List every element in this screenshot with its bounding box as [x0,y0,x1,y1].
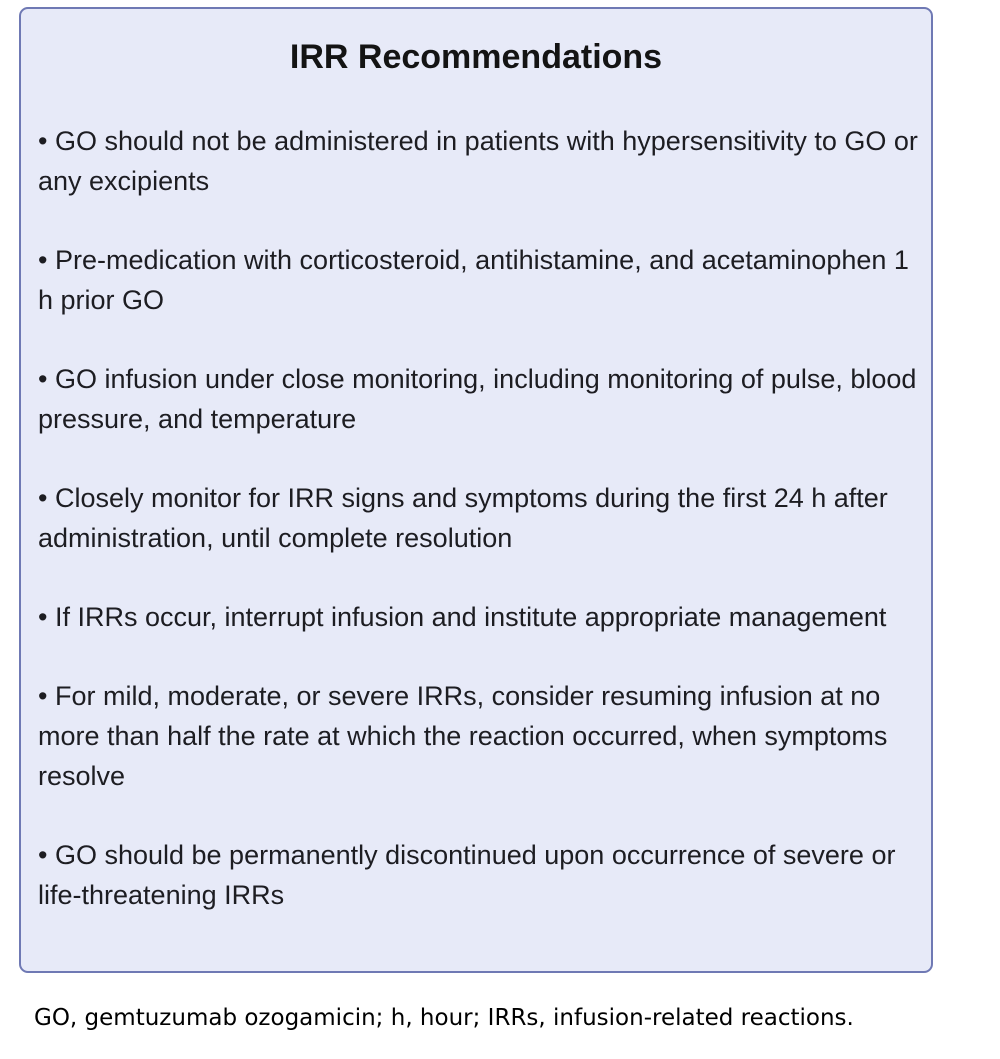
recommendation-item: • GO should not be administered in patients with hypersensitivity to GO or any excipients [38,126,918,196]
recommendation-item: • For mild, moderate, or severe IRRs, consider resuming infusion at no more than half the rate at which the reaction occurred, when symptoms resolve [38,681,888,791]
panel-title: IRR Recommendations [289,38,663,76]
recommendation-item: • If IRRs occur, interrupt infusion and institute appropriate management [38,602,887,632]
recommendation-item: • GO should be permanently discontinued upon occurrence of severe or life-threatening IRRs [38,840,896,910]
recommendations-panel [19,7,933,973]
recommendation-item: • Pre-medication with corticosteroid, antihistamine, and acetaminophen 1 h prior GO [38,245,909,315]
recommendation-item: • Closely monitor for IRR signs and symptoms during the first 24 h after administration, until complete resolution [38,483,888,553]
abbreviations-footnote: GO, gemtuzumab ozogamicin; h, hour; IRRs, infusion-related reactions. [34,1005,854,1031]
recommendation-item: • GO infusion under close monitoring, including monitoring of pulse, blood pressure, and temperature [38,364,917,434]
recommendation-list [38,121,921,915]
